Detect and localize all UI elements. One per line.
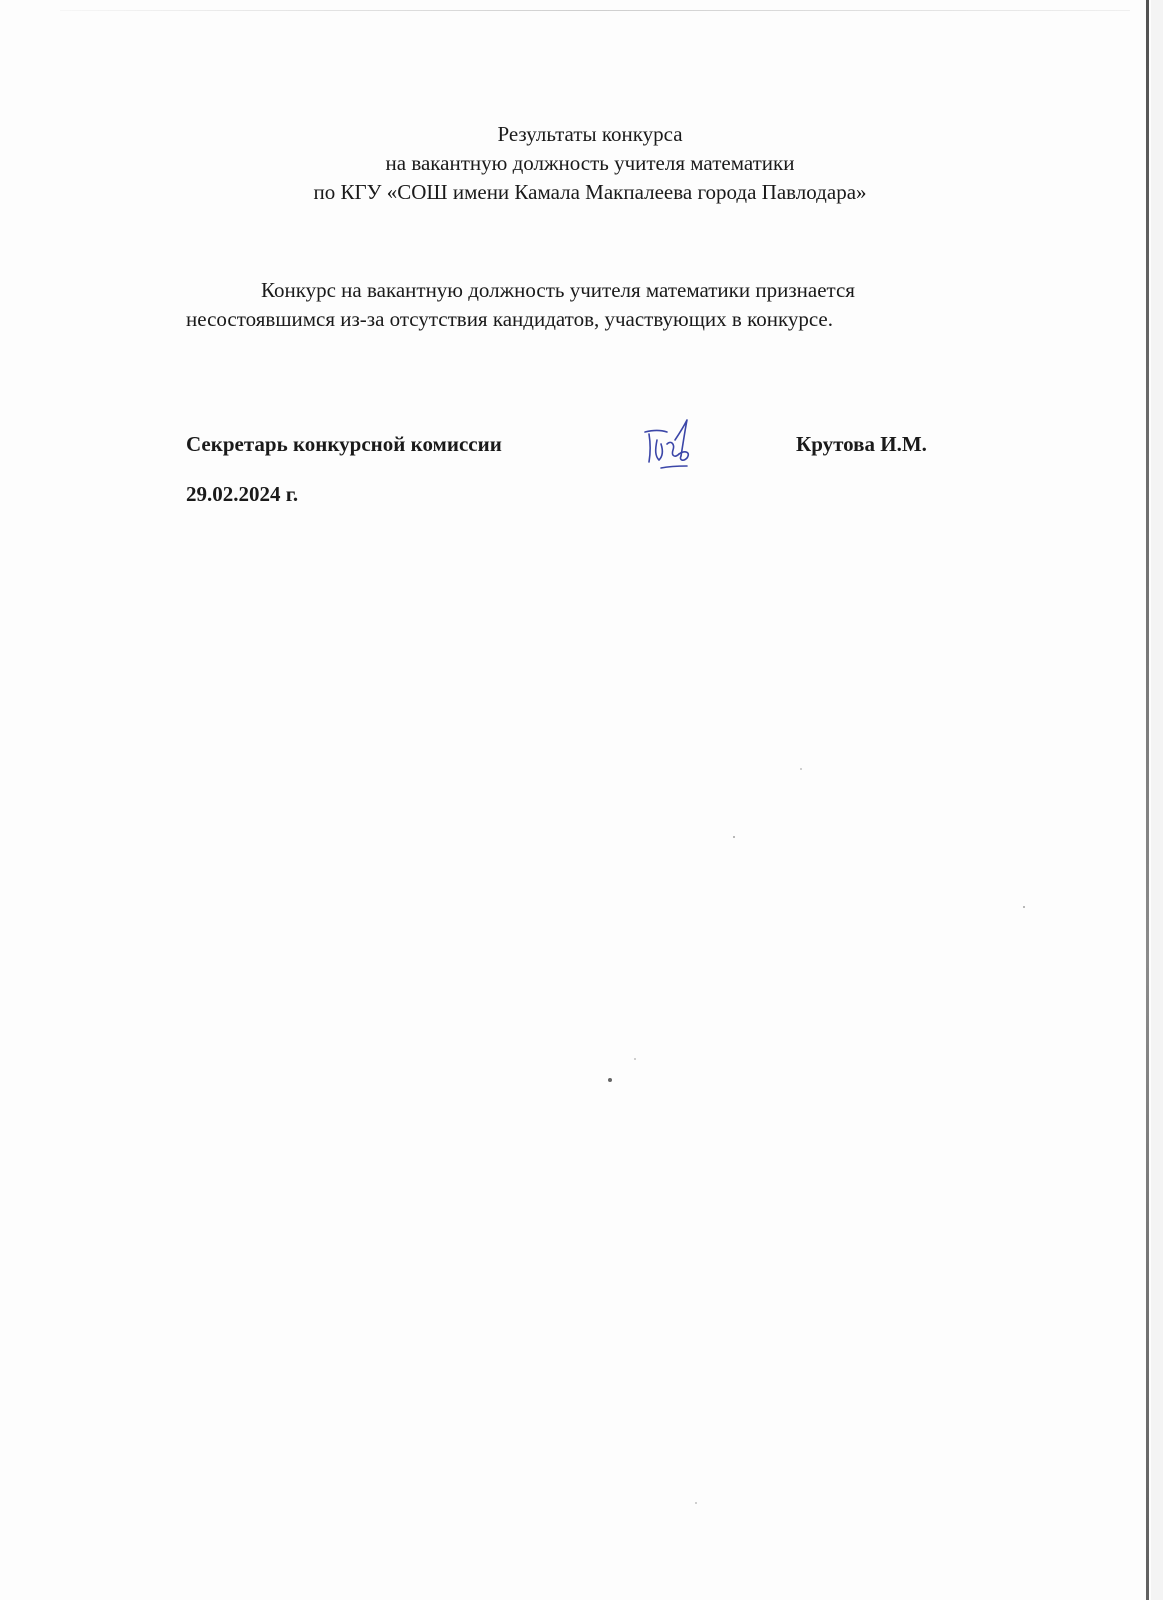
paragraph-line-2: несостоявшимся из-за отсутствия кандидатов, участвующих в конкурсе. bbox=[186, 307, 834, 331]
scan-edge-line bbox=[60, 10, 1130, 11]
scan-speck bbox=[695, 1502, 697, 1504]
scan-margin bbox=[1151, 0, 1163, 1600]
signature-block bbox=[186, 424, 976, 484]
scan-speck bbox=[733, 836, 735, 838]
secretary-role: Секретарь конкурсной комиссии bbox=[186, 432, 502, 456]
document-title bbox=[180, 120, 1000, 207]
scan-speck bbox=[608, 1078, 612, 1082]
paragraph-line-1: Конкурс на вакантную должность учителя математики признается bbox=[261, 278, 855, 302]
scan-edge-shadow bbox=[1146, 0, 1149, 1600]
title-line-1: Результаты конкурса bbox=[497, 122, 683, 146]
title-line-2: на вакантную должность учителя математики bbox=[385, 151, 795, 175]
result-paragraph bbox=[186, 276, 1006, 334]
handwritten-signature bbox=[641, 410, 701, 480]
scan-speck bbox=[800, 768, 802, 770]
scan-speck bbox=[634, 1058, 636, 1060]
document-date: 29.02.2024 г. bbox=[186, 482, 299, 506]
title-line-3: по КГУ «СОШ имени Камала Макпалеева города Павлодара» bbox=[313, 180, 867, 204]
scan-speck bbox=[1023, 906, 1025, 908]
secretary-name: Крутова И.М. bbox=[796, 432, 927, 456]
